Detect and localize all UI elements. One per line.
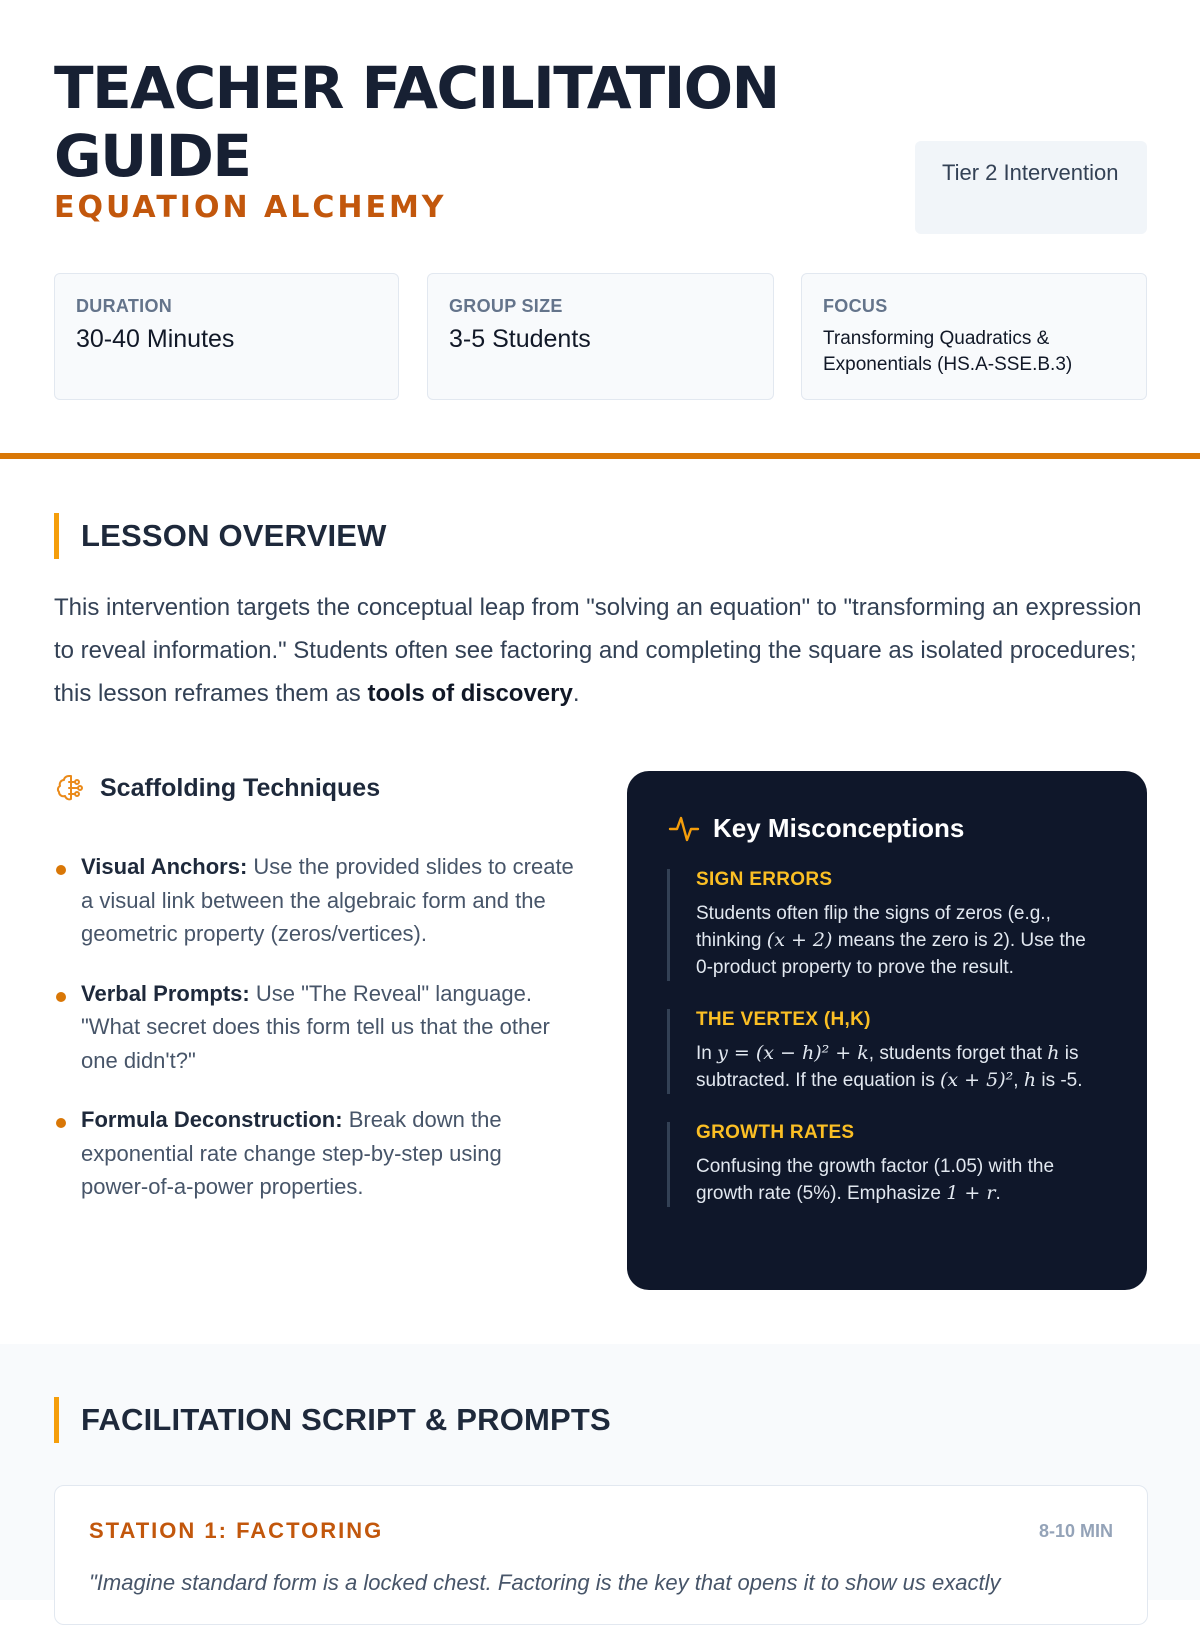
misconception-vertex <box>667 1009 1107 1094</box>
station-title: STATION 1: FACTORING <box>89 1518 384 1543</box>
list-item <box>54 1103 574 1204</box>
group-size-label: GROUP SIZE <box>449 296 563 316</box>
scaffolding-title: Scaffolding Techniques <box>100 773 381 802</box>
overview-emphasis: tools of discovery <box>367 680 573 707</box>
bullet-dot <box>56 1118 66 1128</box>
misconception-label: GROWTH RATES <box>696 1122 855 1143</box>
facilitation-script-heading: FACILITATION SCRIPT & PROMPTS <box>54 1397 611 1443</box>
misconceptions-card <box>627 771 1147 1290</box>
focus-value: Transforming Quadratics & Exponentials (HS.A-SSE.B.3) <box>823 328 1073 375</box>
lesson-overview-heading: LESSON OVERVIEW <box>54 513 387 559</box>
overview-text: This intervention targets the conceptual leap from "solving an equation" to "transforming an expression to reveal information." Students often see factoring and completing the square as isolated procedures; this lesson reframes them as <box>54 594 1142 707</box>
misconceptions-title: Key Misconceptions <box>713 812 965 843</box>
page-title: TEACHER FACILITATION GUIDE <box>54 54 779 190</box>
station-time: 8-10 MIN <box>1038 1520 1113 1541</box>
math-expression: h <box>1047 1042 1060 1064</box>
group-size-value: 3-5 Students <box>449 325 591 353</box>
item-text: Use "The Reveal" language. "What secret does this form tell us that the other one didn't?" <box>81 980 550 1073</box>
math-expression: (x + 5)² <box>940 1069 1014 1091</box>
math-expression: y = (x − h)² + k <box>717 1042 869 1064</box>
misconception-text: Confusing the growth factor (1.05) with the growth rate (5%). Emphasize 1 + r. <box>696 1156 1055 1204</box>
overview-paragraph <box>54 586 1154 715</box>
station-1-card <box>54 1485 1148 1625</box>
item-label: Formula Deconstruction: <box>81 1107 343 1132</box>
math-expression: (x + 2) <box>766 929 833 951</box>
list-item <box>54 977 574 1078</box>
station-header <box>89 1518 1113 1544</box>
scaffolding-header <box>54 772 380 804</box>
misconception-text: In y = (x − h)² + k, students forget that h is subtracted. If the equation is (x + 5)², h is -5. <box>696 1042 1083 1091</box>
station-quote: "Imagine standard form is a locked chest. Factoring is the key that opens it to show us exactly <box>89 1570 1001 1595</box>
item-text: Use the provided slides to create a visual link between the algebraic form and the geometric property (zeros/vertices). <box>81 854 574 946</box>
misconception-label: SIGN ERRORS <box>696 869 833 890</box>
item-text: Break down the exponential rate change step-by-step using power-of-a-power properties. <box>81 1107 502 1199</box>
bullet-dot <box>56 992 66 1002</box>
misconceptions-header <box>667 811 1107 845</box>
list-item <box>54 850 574 951</box>
tier-badge: Tier 2 Intervention <box>915 141 1147 234</box>
math-expression: h <box>1023 1069 1037 1091</box>
page-subtitle: EQUATION ALCHEMY <box>54 190 447 225</box>
item-label: Visual Anchors: <box>81 854 248 879</box>
group-size-card <box>427 273 774 400</box>
header-divider <box>0 453 1200 459</box>
focus-card <box>801 273 1147 400</box>
brain-icon <box>54 772 86 804</box>
activity-icon <box>667 811 701 845</box>
misconception-growth-rates <box>667 1122 1107 1207</box>
bullet-dot <box>56 865 66 875</box>
misconception-label: THE VERTEX (H,K) <box>696 1009 871 1030</box>
math-expression: 1 + r <box>946 1182 996 1204</box>
scaffolding-list <box>54 850 574 1230</box>
item-label: Verbal Prompts: <box>81 980 250 1006</box>
header <box>0 0 1200 460</box>
duration-value: 30-40 Minutes <box>76 325 235 353</box>
focus-label: FOCUS <box>823 296 888 316</box>
duration-label: DURATION <box>76 296 173 316</box>
misconception-text: Students often flip the signs of zeros (e.g., thinking (x + 2) means the zero is 2). Use the 0-product property to prove the result. <box>696 903 1086 978</box>
duration-card <box>54 273 399 400</box>
overview-text-end: . <box>572 680 580 707</box>
misconception-sign-errors <box>667 869 1107 981</box>
